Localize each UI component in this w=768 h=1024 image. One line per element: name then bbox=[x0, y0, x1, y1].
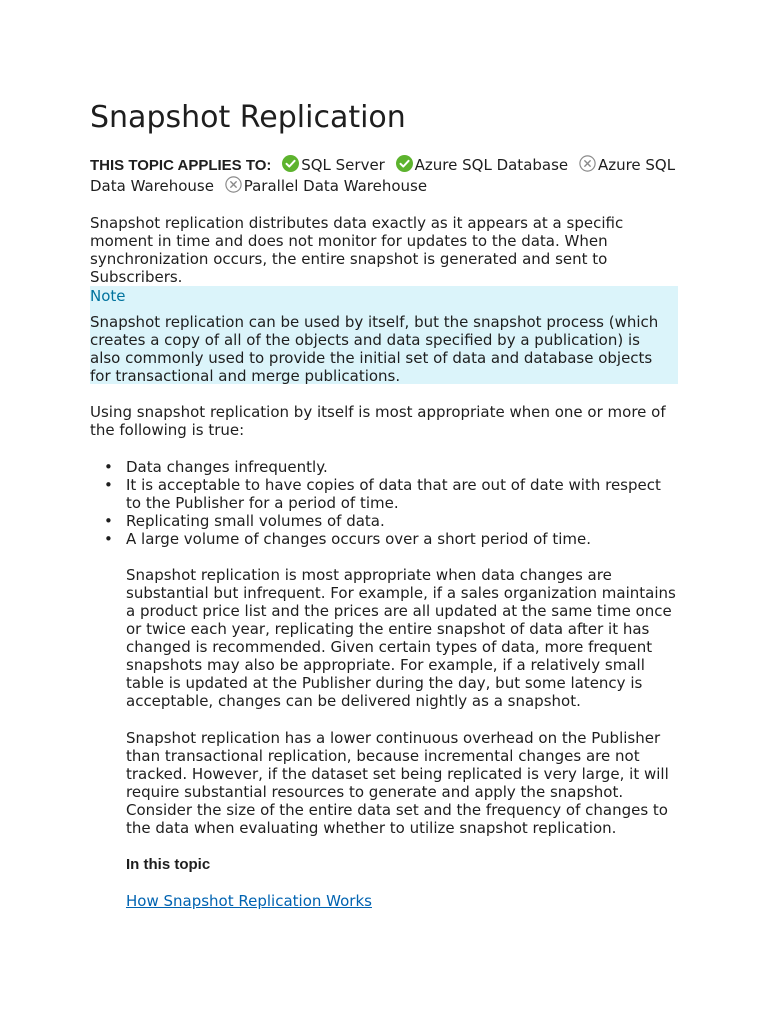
in-this-topic-heading: In this topic bbox=[126, 856, 211, 873]
checkmark-circle-icon bbox=[396, 155, 413, 172]
x-circle-icon bbox=[225, 176, 242, 193]
overhead-paragraph: Snapshot replication has a lower continuous overhead on the Publisher than transactional replication, because incremental changes are not tracked. However, if the dataset set being replicated is very large, it will require substantial resources to generate and apply the snapshot. Consider the size of the entire data set and the frequency of changes to the data when evaluating whether to utilize snapshot replication. bbox=[126, 729, 669, 837]
list-item: • It is acceptable to have copies of data that are out of date with respect to the Publisher for a period of time. bbox=[126, 476, 680, 512]
how-snapshot-replication-works-link[interactable]: How Snapshot Replication Works bbox=[126, 892, 372, 910]
note-title: Note bbox=[90, 287, 126, 305]
note-callout bbox=[90, 286, 678, 384]
applies-product-name: SQL Server bbox=[301, 156, 385, 174]
applies-to bbox=[90, 155, 680, 197]
applies-product-name: Azure SQL Data Warehouse bbox=[90, 156, 676, 195]
usage-intro: Using snapshot replication by itself is most appropriate when one or more of the following is true: bbox=[90, 403, 666, 439]
applies-to-label: THIS TOPIC APPLIES TO: bbox=[90, 157, 272, 174]
conditions-list bbox=[90, 458, 680, 548]
intro-paragraph: Snapshot replication distributes data exactly as it appears at a specific moment in time and does not monitor for updates to the data. When synchronization occurs, the entire snapshot is generated and sent to Subscribers. bbox=[90, 214, 624, 286]
list-item: • A large volume of changes occurs over a short period of time. bbox=[126, 530, 680, 548]
checkmark-circle-icon bbox=[282, 155, 299, 172]
applies-product-name: Parallel Data Warehouse bbox=[243, 177, 428, 195]
list-item: • Data changes infrequently. bbox=[126, 458, 680, 476]
note-text: Snapshot replication can be used by itself, but the snapshot process (which creates a copy of all of the objects and data specified by a publication) is also commonly used to provide the initial set of data and database objects for transactional and merge publications. bbox=[90, 313, 659, 385]
list-item: • Replicating small volumes of data. bbox=[126, 512, 680, 530]
page-title: Snapshot Replication bbox=[90, 100, 406, 135]
x-circle-icon bbox=[579, 155, 596, 172]
applies-product-name: Azure SQL Database bbox=[414, 156, 569, 174]
explanation-paragraph: Snapshot replication is most appropriate when data changes are substantial but infrequent. For example, if a sales organization maintains a product price list and the prices are all updated at the same time once or twice each year, replicating the entire snapshot of data after it has changed is recommended. Given certain types of data, more frequent snapshots may also be appropriate. For example, if a relatively small table is updated at the Publisher during the day, but some latency is acceptable, changes can be delivered nightly as a snapshot. bbox=[126, 566, 676, 710]
